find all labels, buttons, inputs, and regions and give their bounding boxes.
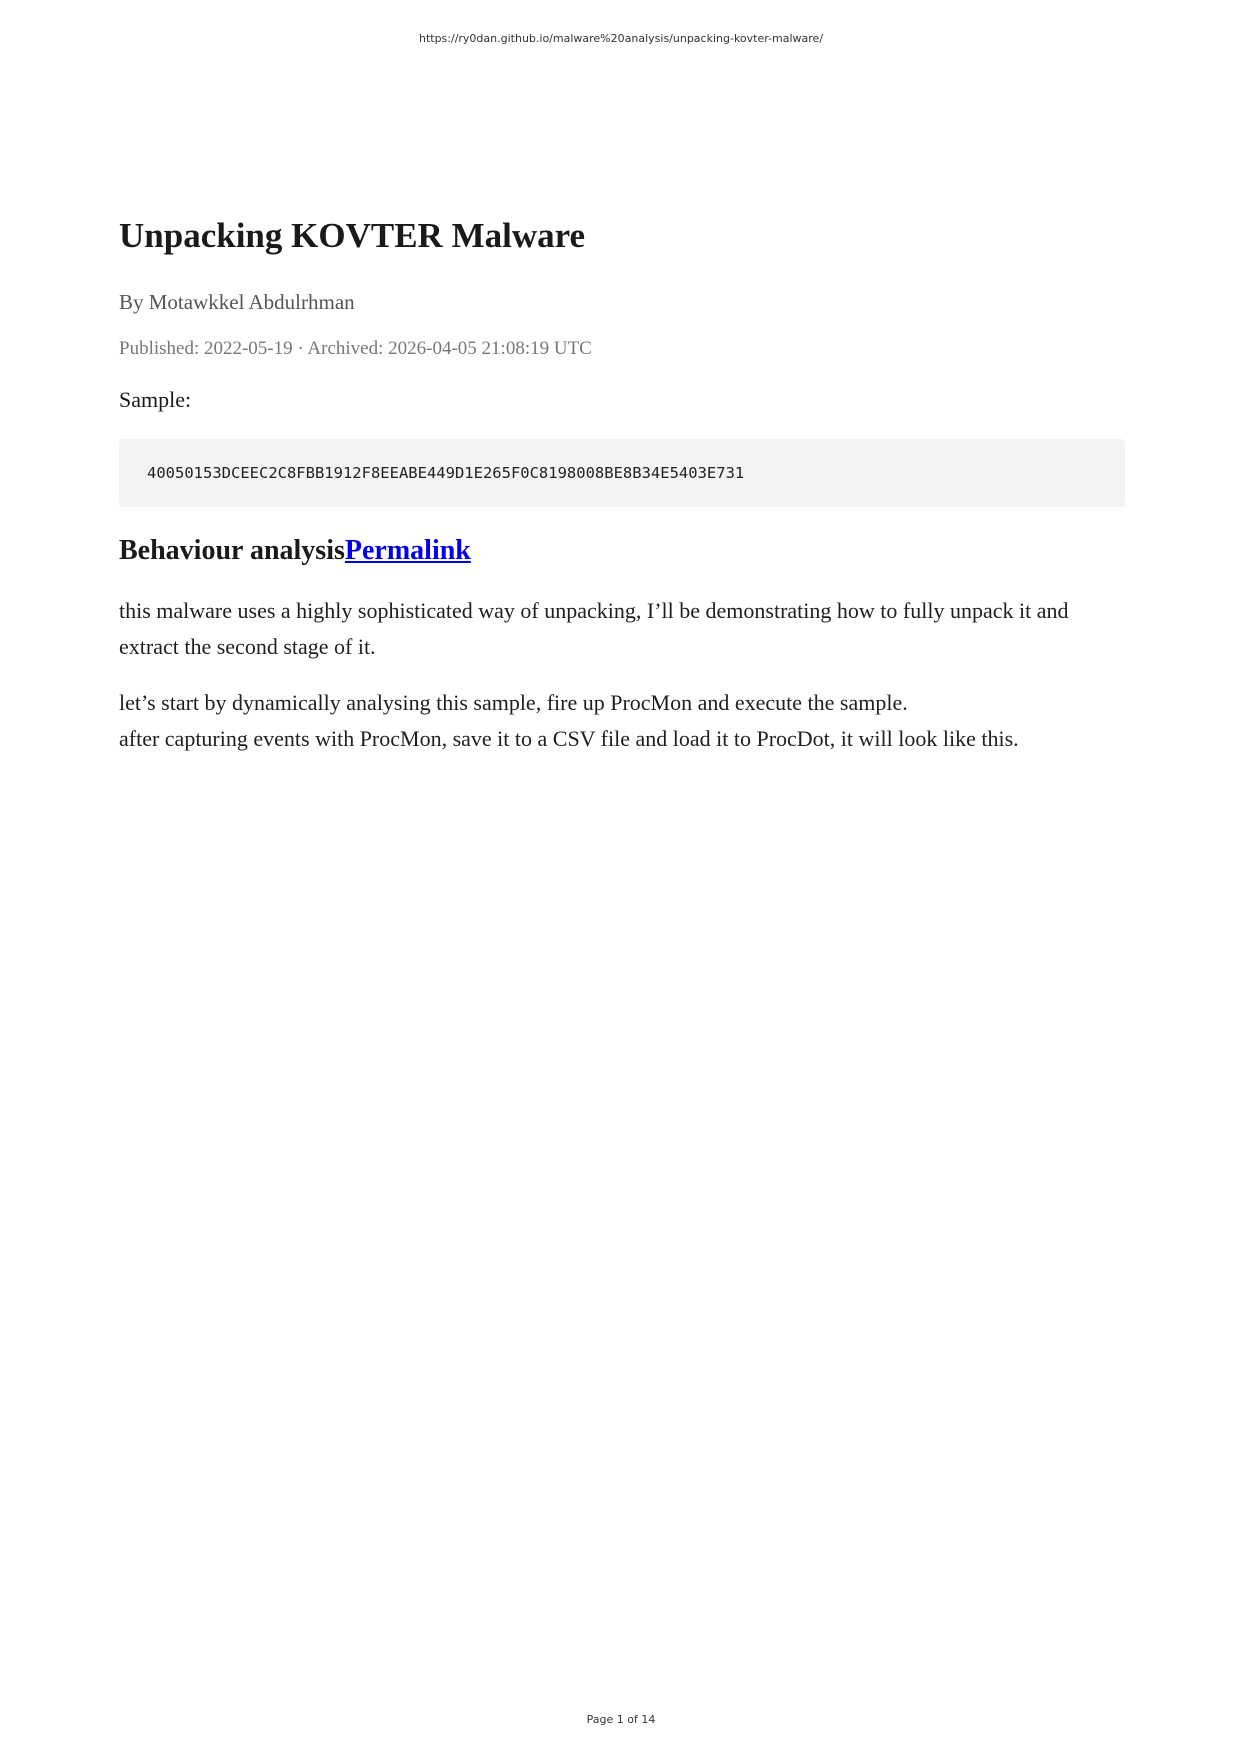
sample-label: Sample: — [119, 387, 192, 412]
sample-hash: 40050153DCEEC2C8FBB1912F8EEABE449D1E265F0C8198008BE8B34E5403E731 — [147, 464, 745, 482]
article-byline: By Motawkkel Abdulrhman — [119, 290, 355, 314]
article — [119, 214, 1125, 757]
paragraph-intro: this malware uses a highly sophisticated way of unpacking, I’ll be demonstrating how to fully unpack it and extract the second stage of it. — [119, 598, 1069, 659]
sample-hash-code-block — [119, 439, 1125, 507]
article-meta: Published: 2022-05-19 · Archived: 2026-04-05 21:08:19 UTC — [119, 338, 592, 359]
section-heading-text: Behaviour analysis — [119, 535, 345, 566]
paragraph-procmon-line-1: let’s start by dynamically analysing this sample, fire up ProcMon and execute the sample. — [119, 690, 908, 715]
article-title: Unpacking KOVTER Malware — [119, 216, 586, 255]
page-url-header: https://ry0dan.github.io/malware%20analysis/unpacking-kovter-malware/ — [418, 32, 824, 45]
paragraph-procmon-line-2: after capturing events with ProcMon, save it to a CSV file and load it to ProcDot, it will look like this. — [119, 726, 1019, 751]
paragraph-procmon — [119, 685, 1125, 757]
permalink-link[interactable]: Permalink — [344, 535, 471, 566]
section-heading-behaviour-analysis — [119, 533, 1125, 569]
page-indicator: Page 1 of 14 — [586, 1713, 656, 1726]
